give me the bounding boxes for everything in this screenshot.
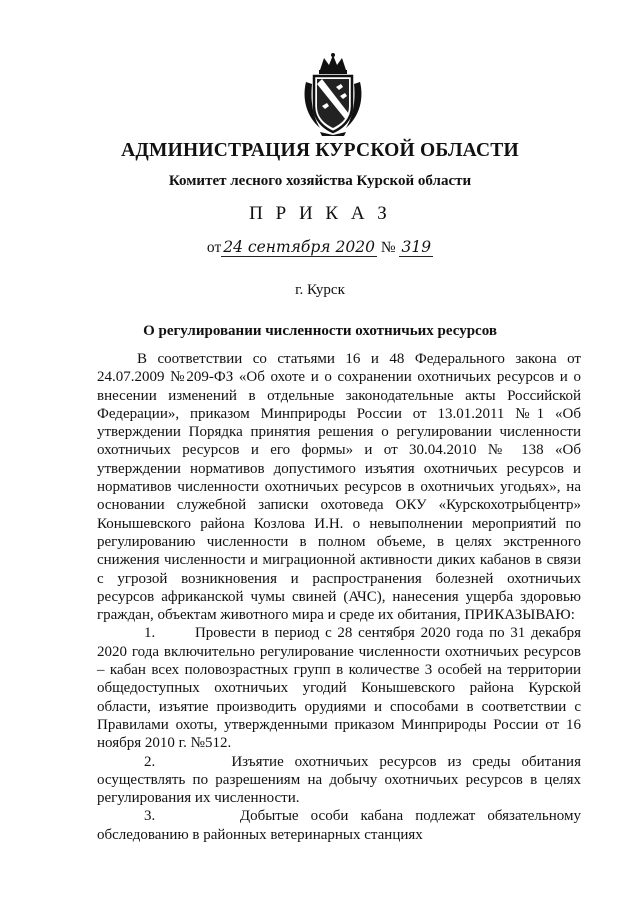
organization-title: АДМИНИСТРАЦИЯ КУРСКОЙ ОБЛАСТИ xyxy=(121,140,519,161)
preamble-paragraph: В соответствии со статьями 16 и 48 Федерального закона от 24.07.2009 №209-ФЗ «Об охоте и о сохранении охотничьих ресурсов и о внесении изменений в отдельные законодательные акты Российской Федерации», приказом Минприроды России от 13.01.2011 №1 «Об утверждении Порядка принятия решения о регулировании численности охотничьих ресурсов и его формы» и от 30.04.2010 № 138 «Об утверждении нормативов допустимого изъятия охотничьих ресурсов и нормативов численности охотничьих ресурсов в охотничьих угодьях», на основании служебной записки охотоведа ОКУ «Курскохотрыбцентр» Конышевского района Козлова И.Н. о невыполнении мероприятий по регулированию численности в полном объеме, в целях экстренного снижения численности и миграционной активности диких кабанов в связи с угрозой возникновения и распространения болезней охотничьих ресурсов африканской чумы свиней (АЧС), нанесения ущерба здоровью граждан, объектам животного мира и среде их обитания, ПРИКАЗЫВАЮ: xyxy=(97,351,581,624)
item-3-paragraph: 3. Добытые особи кабана подлежат обязательному обследованию в районных ветеринарных станциях xyxy=(97,808,581,843)
order-subject: О регулировании численности охотничьих ресурсов xyxy=(143,323,497,339)
committee-name: Комитет лесного хозяйства Курской области xyxy=(168,173,472,189)
number-prefix: № xyxy=(380,239,396,256)
date-prefix: от xyxy=(206,239,222,256)
order-date-number xyxy=(0,238,640,257)
handwritten-date: 24 сентября 2020 xyxy=(223,238,375,256)
kursk-coat-of-arms-icon xyxy=(300,52,366,136)
document-type: П Р И К А З xyxy=(249,203,391,224)
item-1-paragraph: 1. Провести в период с 28 сентября 2020 года по 31 декабря 2020 года включительно регулирование численности охотничьих ресурсов – кабан всех половозрастных групп в количестве 3 особей на территории общедоступных охотничьих угодий Конышевского района Курской области, изъятие производить орудиями и способами в соответствии с Правилами охоты, утвержденными приказом Минприроды России от 16 ноября 2010 г. №512. xyxy=(97,625,581,752)
city-label: г. Курск xyxy=(295,282,345,298)
order-body xyxy=(97,350,581,844)
item-2-paragraph: 2. Изъятие охотничьих ресурсов из среды обитания осуществлять по разрешениям на добычу охотничьих ресурсов в целях регулирования их численности. xyxy=(97,753,581,807)
handwritten-number: 319 xyxy=(401,238,432,256)
